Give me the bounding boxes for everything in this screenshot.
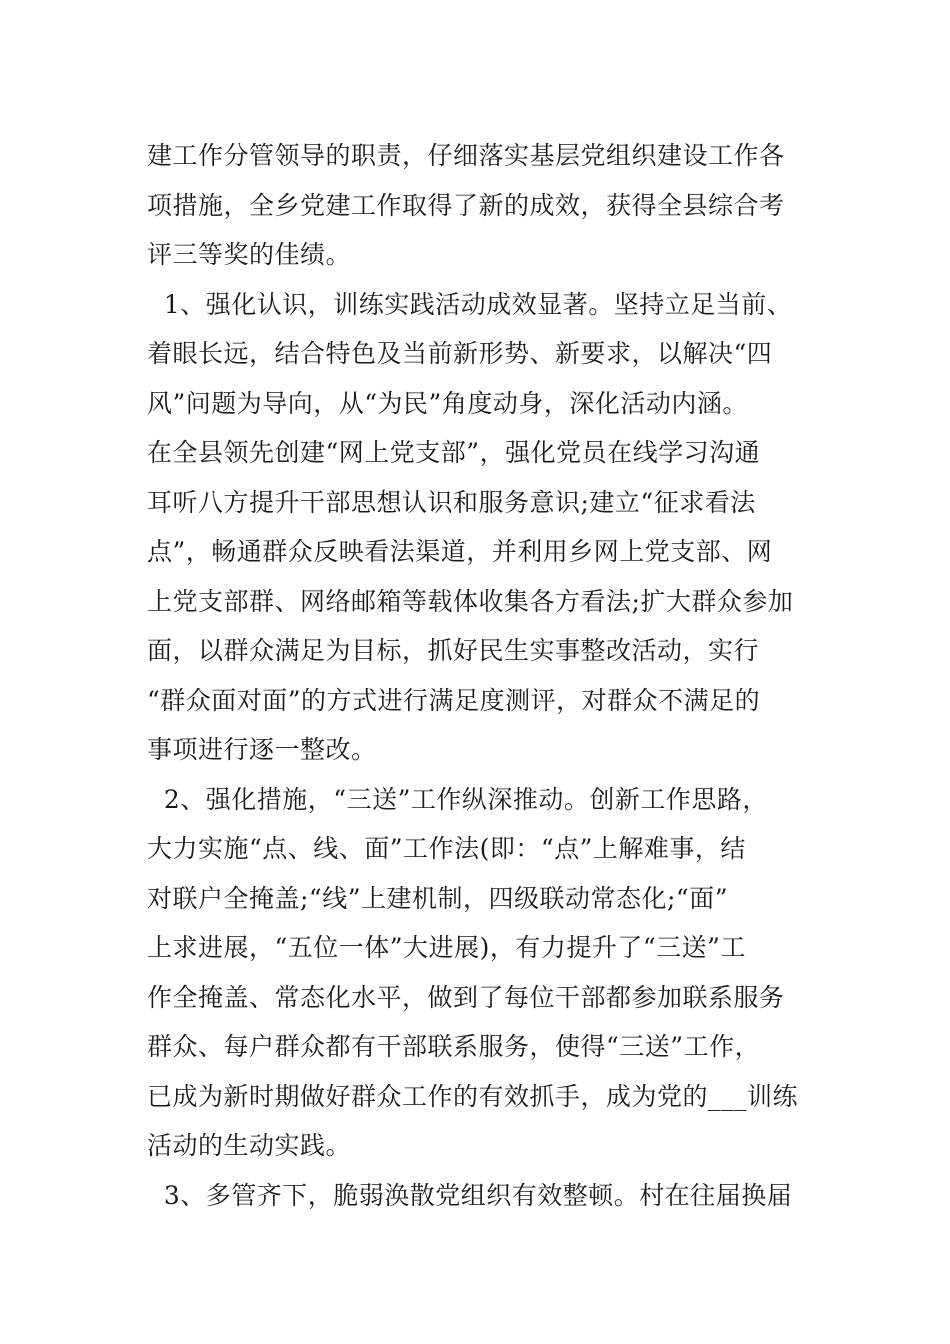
text-line: “群众面对面”的方式进行满足度测评，对群众不满足的	[147, 685, 761, 715]
text-line: 着眼长远，结合特色及当前新形势、新要求，以解决“四	[147, 339, 773, 368]
paragraph-2-heading-line: 2、强化措施，“三送”工作纵深推动。创新工作思路，	[147, 784, 768, 814]
text-line: 上党支部群、网络邮箱等载体收集各方看法;扩大群众参加	[147, 586, 794, 616]
document-body	[147, 131, 807, 1220]
text-line: 事项进行逐一整改。	[147, 735, 377, 764]
text-line: 对联户全掩盖;“线”上建机制，四级联动常态化;“面”	[147, 883, 728, 913]
paragraph-3-heading-line: 3、多管齐下，脆弱涣散党组织有效整顿。村在往届换届	[147, 1180, 793, 1210]
text-line: 活动的生动实践。	[147, 1131, 352, 1160]
text-line: 群众、每户群众都有干部联系服务，使得“三送”工作，	[147, 1032, 761, 1061]
text-line: 建工作分管领导的职责，仔细落实基层党组织建设工作各	[147, 141, 785, 170]
text-line: 作全掩盖、常态化水平，做到了每位干部都参加联系服务	[147, 982, 785, 1012]
text-line: 评三等奖的佳绩。	[147, 240, 352, 269]
text-line: 点”，畅通群众反映看法渠道，并利用乡网上党支部、网	[147, 537, 773, 566]
paragraph-1-heading-line: 1、强化认识，训练实践活动成效显著。坚持立足当前、	[147, 289, 793, 319]
text-line: 已成为新时期做好群众工作的有效抓手，成为党的___训练	[147, 1081, 799, 1111]
text-line: 耳听八方提升干部思想认识和服务意识;建立“征求看法	[147, 487, 756, 517]
text-line: 风”问题为导向，从“为民”角度动身，深化活动内涵。	[147, 388, 748, 418]
text-line: 上求进展，“五位一体”大进展)，有力提升了“三送”工	[147, 933, 746, 962]
text-line: 面，以群众满足为目标，抓好民生实事整改活动，实行	[147, 636, 760, 665]
text-line: 项措施，全乡党建工作取得了新的成效，获得全县综合考	[147, 190, 785, 220]
text-line: 在全县领先创建“网上党支部”，强化党员在线学习沟通	[147, 438, 761, 467]
text-line: 大力实施“点、线、面”工作法(即：“点”上解难事，结	[147, 834, 746, 863]
